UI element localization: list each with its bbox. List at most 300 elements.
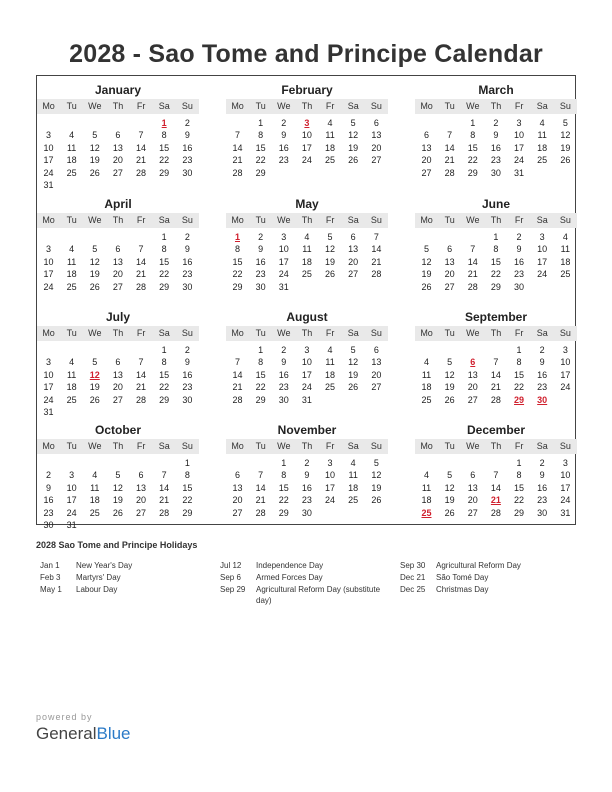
month-name: July xyxy=(105,310,130,324)
calendar-day: 25 xyxy=(348,495,359,506)
calendar-day: 6 xyxy=(447,244,453,255)
calendar-day: 13 xyxy=(112,142,123,153)
calendar-day: 22 xyxy=(232,269,243,280)
calendar-day: 18 xyxy=(89,495,100,506)
calendar-day: 18 xyxy=(537,142,548,153)
weekday-label: Th xyxy=(490,441,502,451)
calendar-day: 25 xyxy=(66,281,77,292)
calendar-day: 3 xyxy=(562,458,568,468)
calendar-day: 11 xyxy=(421,482,432,493)
calendar-day: 13 xyxy=(371,130,382,141)
calendar-day: 4 xyxy=(350,458,356,468)
calendar-day: 15 xyxy=(490,256,501,267)
calendar-day: 1 xyxy=(161,232,167,242)
weekday-label: Tu xyxy=(444,441,455,451)
calendar-day: 4 xyxy=(327,345,333,355)
weekday-label: Tu xyxy=(66,328,77,338)
calendar-day: 24 xyxy=(514,155,525,166)
calendar-day: 13 xyxy=(421,142,432,153)
calendar-day: 9 xyxy=(493,130,499,141)
calendar-day: 13 xyxy=(444,256,455,267)
calendar-day: 23 xyxy=(514,269,525,280)
calendar-day: 29 xyxy=(159,394,170,405)
calendar-day: 4 xyxy=(327,118,333,128)
calendar-day: 5 xyxy=(327,232,333,242)
month-name: December xyxy=(466,423,526,437)
calendar-day: 17 xyxy=(537,256,548,267)
weekday-label: Sa xyxy=(347,328,359,338)
weekday-label: Fr xyxy=(136,215,146,225)
weekday-header xyxy=(415,213,577,228)
calendar-day: 31 xyxy=(43,407,54,417)
calendar-day: 5 xyxy=(562,118,568,128)
weekday-label: Tu xyxy=(444,101,455,111)
calendar-day: 26 xyxy=(348,382,359,393)
calendar-day: 22 xyxy=(255,155,266,166)
calendar-day: 21 xyxy=(136,155,147,166)
weekday-label: Mo xyxy=(42,101,55,111)
calendar-day: 7 xyxy=(258,470,264,481)
calendar-day: 7 xyxy=(493,470,499,481)
calendar-day: 9 xyxy=(539,470,545,481)
calendar-day: 31 xyxy=(66,520,77,530)
calendar-day: 3 xyxy=(45,130,51,141)
weekday-label: Mo xyxy=(42,328,55,338)
weekday-label: Th xyxy=(112,215,124,225)
weekday-label: Sa xyxy=(158,215,170,225)
calendar-day: 30 xyxy=(255,281,266,292)
calendar-day: 15 xyxy=(514,369,525,380)
calendar-day: 11 xyxy=(302,244,312,255)
weekday-label: Su xyxy=(370,328,382,338)
calendar-day: 14 xyxy=(467,256,478,267)
calendar-day: 11 xyxy=(560,244,570,255)
calendar-day: 14 xyxy=(159,482,170,493)
calendar-day: 28 xyxy=(232,167,243,178)
calendar-day: 12 xyxy=(325,244,336,255)
weekday-label: Su xyxy=(181,328,193,338)
calendar-day: 2 xyxy=(184,118,190,128)
month-september xyxy=(415,310,577,420)
weekday-header xyxy=(37,326,199,341)
calendar-day: 17 xyxy=(301,142,312,153)
calendar-day: 25 xyxy=(66,167,77,178)
holiday-date: Dec 25 xyxy=(400,585,426,594)
weekday-label: Sa xyxy=(536,215,548,225)
weekday-label: Tu xyxy=(255,215,266,225)
weekday-label: Mo xyxy=(420,101,433,111)
calendar-day: 7 xyxy=(470,244,476,255)
calendar-day: 2 xyxy=(304,458,310,468)
calendar-day: 15 xyxy=(232,256,243,267)
calendar-day: 29 xyxy=(278,507,289,518)
calendar-day: 4 xyxy=(423,357,429,368)
calendar-day: 2 xyxy=(281,345,287,355)
weekday-label: Fr xyxy=(514,101,524,111)
calendar-day: 14 xyxy=(136,256,147,267)
calendar-day: 23 xyxy=(278,155,289,166)
calendar-day: 27 xyxy=(371,155,382,166)
calendar-day: 18 xyxy=(560,256,571,267)
calendar-day: 12 xyxy=(89,142,100,153)
calendar-day: 18 xyxy=(66,269,77,280)
calendar-day: 20 xyxy=(371,369,382,380)
calendar-day: 11 xyxy=(90,482,100,493)
calendar-day: 6 xyxy=(423,130,429,141)
calendar-day: 16 xyxy=(490,142,501,153)
calendar-day: 26 xyxy=(421,281,432,292)
calendar-day: 30 xyxy=(514,281,525,292)
weekday-label: Th xyxy=(301,215,313,225)
calendar-day: 4 xyxy=(562,232,568,242)
calendar-day: 19 xyxy=(371,482,382,493)
calendar-day: 22 xyxy=(514,382,525,393)
calendar-day: 23 xyxy=(182,382,193,393)
calendar-day: 8 xyxy=(258,130,264,141)
calendar-day: 24 xyxy=(325,495,336,506)
month-name: August xyxy=(286,310,328,324)
calendar-day: 9 xyxy=(184,244,190,255)
weekday-label: We xyxy=(466,215,480,225)
calendar-day: 15 xyxy=(514,482,525,493)
month-name: May xyxy=(295,197,319,211)
calendar-day: 12 xyxy=(371,470,382,481)
calendar-day: 6 xyxy=(115,357,121,368)
weekday-label: Fr xyxy=(136,441,146,451)
month-name: June xyxy=(481,197,510,211)
calendar-day: 26 xyxy=(371,495,382,506)
weekday-label: Su xyxy=(559,328,571,338)
calendar-day: 6 xyxy=(115,130,121,141)
calendar-day: 3 xyxy=(562,345,568,355)
calendar-day: 27 xyxy=(136,507,147,518)
calendar-day: 13 xyxy=(112,369,123,380)
calendar-day: 13 xyxy=(112,256,123,267)
calendar-day: 23 xyxy=(537,495,548,506)
calendar-day: 19 xyxy=(444,495,455,506)
calendar-day: 10 xyxy=(301,130,312,141)
weekday-label: Mo xyxy=(231,101,244,111)
weekday-header xyxy=(415,326,577,341)
calendar-day: 27 xyxy=(348,269,359,280)
calendar-day: 24 xyxy=(301,155,312,166)
calendar-day: 11 xyxy=(66,256,77,267)
weekday-label: Mo xyxy=(420,441,433,451)
weekday-header xyxy=(415,99,577,114)
weekday-label: Sa xyxy=(536,101,548,111)
weekday-label: Th xyxy=(490,328,502,338)
calendar-day: 14 xyxy=(444,142,455,153)
calendar-day: 18 xyxy=(325,142,336,153)
calendar-day: 18 xyxy=(421,382,432,393)
month-march xyxy=(415,83,577,193)
weekday-header xyxy=(415,439,577,454)
calendar-day: 6 xyxy=(234,470,240,481)
calendar-day: 11 xyxy=(325,357,335,368)
calendar-day: 8 xyxy=(281,470,287,481)
weekday-header xyxy=(37,99,199,114)
calendar-day: 4 xyxy=(304,232,310,242)
weekday-label: Th xyxy=(301,101,313,111)
weekday-label: Su xyxy=(181,215,193,225)
calendar-day: 25 xyxy=(537,155,548,166)
weekday-label: Sa xyxy=(347,215,359,225)
calendar-day: 20 xyxy=(421,155,432,166)
calendar-day: 27 xyxy=(467,507,478,518)
calendar-day: 8 xyxy=(161,244,167,255)
weekday-header xyxy=(226,99,388,114)
calendar-day: 24 xyxy=(43,167,54,178)
calendar-day: 1 xyxy=(470,118,476,128)
calendar-day: 25 xyxy=(89,507,100,518)
calendar-day: 17 xyxy=(560,369,571,380)
holidays-heading: 2028 Sao Tome and Principe Holidays xyxy=(36,540,198,550)
calendar-day: 30 xyxy=(301,507,312,518)
weekday-label: Fr xyxy=(514,328,524,338)
calendar-day: 8 xyxy=(258,357,264,368)
calendar-day: 30 xyxy=(182,281,193,292)
month-name: September xyxy=(464,310,528,324)
calendar-day: 12 xyxy=(348,357,359,368)
calendar-day: 27 xyxy=(444,281,455,292)
calendar-day: 28 xyxy=(255,507,266,518)
page-title: 2028 - Sao Tome and Principe Calendar xyxy=(69,40,543,68)
calendar-day: 24 xyxy=(537,269,548,280)
calendar-day: 1 xyxy=(258,118,264,128)
calendar-day: 2 xyxy=(45,470,51,481)
holiday-date: Sep 30 xyxy=(400,561,426,570)
holiday-date: Dec 21 xyxy=(400,573,426,582)
calendar-day: 3 xyxy=(45,357,51,368)
calendar-day: 21 xyxy=(136,269,147,280)
weekday-label: Su xyxy=(559,441,571,451)
holiday-name: Independence Day xyxy=(256,561,324,570)
calendar-day: 21 xyxy=(490,382,501,393)
calendar-day: 28 xyxy=(490,507,501,518)
month-name: February xyxy=(281,83,333,97)
weekday-label: Th xyxy=(490,215,502,225)
calendar-day: 22 xyxy=(255,382,266,393)
calendar-day: 31 xyxy=(514,167,525,178)
calendar-day: 7 xyxy=(373,232,379,242)
calendar-day: 12 xyxy=(112,482,123,493)
calendar-day: 8 xyxy=(516,470,522,481)
calendar-day: 15 xyxy=(255,369,266,380)
calendar-day: 8 xyxy=(516,357,522,368)
calendar-day: 14 xyxy=(136,142,147,153)
calendar-day: 11 xyxy=(348,470,358,481)
calendar-day: 23 xyxy=(278,382,289,393)
calendar-day: 1 xyxy=(493,232,499,242)
calendar-day: 24 xyxy=(560,495,571,506)
calendar-day: 28 xyxy=(490,394,501,405)
holiday-name: Agricultural Reform Day xyxy=(436,561,521,570)
calendar-day: 14 xyxy=(371,244,382,255)
holiday-name: Armed Forces Day xyxy=(256,573,323,582)
calendar-day: 12 xyxy=(560,130,571,141)
weekday-label: Sa xyxy=(158,441,170,451)
calendar-day: 29 xyxy=(182,507,193,518)
weekday-label: We xyxy=(88,215,102,225)
month-august xyxy=(226,310,388,420)
weekday-label: Su xyxy=(559,215,571,225)
weekday-label: Fr xyxy=(514,441,524,451)
calendar-day: 10 xyxy=(514,130,525,141)
month-july xyxy=(37,310,199,420)
weekday-label: Mo xyxy=(231,215,244,225)
calendar-day: 24 xyxy=(560,382,571,393)
weekday-label: Tu xyxy=(444,215,455,225)
weekday-label: Sa xyxy=(347,441,359,451)
calendar-day: 8 xyxy=(184,470,190,481)
calendar-day: 20 xyxy=(112,269,123,280)
weekday-label: Sa xyxy=(536,441,548,451)
calendar-day: 14 xyxy=(136,369,147,380)
calendar-day: 20 xyxy=(371,142,382,153)
calendar-day: 25 xyxy=(66,394,77,405)
weekday-label: Fr xyxy=(325,441,335,451)
weekday-label: Th xyxy=(112,441,124,451)
weekday-label: Sa xyxy=(158,101,170,111)
calendar-day: 10 xyxy=(560,357,571,368)
calendar-day: 11 xyxy=(66,142,77,153)
calendar-day: 5 xyxy=(115,470,121,481)
calendar-day: 19 xyxy=(89,155,100,166)
calendar-day: 19 xyxy=(325,256,336,267)
holiday-name: Martyrs' Day xyxy=(76,573,121,582)
calendar-day: 3 xyxy=(281,232,287,242)
calendar-day: 22 xyxy=(278,495,289,506)
holiday-day: 25 xyxy=(421,507,432,518)
calendar-day: 7 xyxy=(447,130,453,141)
calendar-day: 9 xyxy=(258,244,264,255)
calendar-day: 28 xyxy=(467,281,478,292)
weekday-label: Mo xyxy=(42,215,55,225)
calendar-day: 1 xyxy=(281,458,287,468)
calendar-day: 11 xyxy=(66,369,77,380)
calendar-day: 28 xyxy=(159,507,170,518)
calendar-day: 30 xyxy=(278,394,289,405)
weekday-label: Tu xyxy=(255,328,266,338)
month-name: January xyxy=(94,83,142,97)
generalblue-logo[interactable] xyxy=(36,724,131,744)
calendar-day: 6 xyxy=(470,470,476,481)
calendar-day: 16 xyxy=(278,369,289,380)
calendar-day: 25 xyxy=(325,155,336,166)
calendar-day: 9 xyxy=(45,482,51,493)
weekday-label: We xyxy=(466,328,480,338)
calendar-day: 8 xyxy=(493,244,499,255)
calendar-day: 15 xyxy=(159,256,170,267)
weekday-header xyxy=(226,326,388,341)
calendar-day: 27 xyxy=(421,167,432,178)
holiday-day: 6 xyxy=(470,357,476,368)
calendar-day: 24 xyxy=(301,382,312,393)
weekday-label: We xyxy=(88,101,102,111)
weekday-label: Th xyxy=(301,328,313,338)
calendar-day: 29 xyxy=(255,394,266,405)
calendar-day: 12 xyxy=(444,482,455,493)
calendar-day: 31 xyxy=(560,507,571,518)
weekday-label: We xyxy=(466,441,480,451)
calendar-day: 27 xyxy=(371,382,382,393)
calendar-day: 25 xyxy=(325,382,336,393)
calendar-day: 2 xyxy=(493,118,499,128)
calendar-day: 20 xyxy=(444,269,455,280)
calendar-day: 9 xyxy=(281,130,287,141)
calendar-day: 30 xyxy=(490,167,501,178)
calendar-day: 19 xyxy=(421,269,432,280)
calendar-day: 16 xyxy=(255,256,266,267)
month-may xyxy=(226,197,388,307)
weekday-label: Mo xyxy=(42,441,55,451)
calendar-day: 18 xyxy=(325,369,336,380)
calendar-day: 25 xyxy=(560,269,571,280)
calendar-day: 10 xyxy=(301,357,312,368)
calendar-day: 22 xyxy=(490,269,501,280)
calendar-day: 8 xyxy=(161,357,167,368)
calendar-day: 22 xyxy=(159,155,170,166)
holiday-date: Jul 12 xyxy=(220,561,242,570)
weekday-header xyxy=(226,213,388,228)
calendar-day: 3 xyxy=(304,345,310,355)
calendar-day: 1 xyxy=(516,458,522,468)
calendar-day: 11 xyxy=(325,130,335,141)
calendar-day: 27 xyxy=(467,394,478,405)
weekday-label: Tu xyxy=(444,328,455,338)
calendar-day: 6 xyxy=(115,244,121,255)
calendar-day: 10 xyxy=(278,244,289,255)
calendar-day: 2 xyxy=(184,345,190,355)
calendar-day: 30 xyxy=(43,520,54,530)
calendar-day: 10 xyxy=(537,244,548,255)
calendar-day: 3 xyxy=(327,458,333,468)
holiday-day: 3 xyxy=(304,118,310,128)
calendar-day: 7 xyxy=(161,470,167,481)
holiday-date: May 1 xyxy=(40,585,62,594)
weekday-label: Mo xyxy=(420,328,433,338)
calendar-day: 28 xyxy=(136,167,147,178)
weekday-label: Th xyxy=(490,101,502,111)
weekday-label: Fr xyxy=(514,215,524,225)
calendar-day: 5 xyxy=(373,458,379,468)
calendar-day: 18 xyxy=(348,482,359,493)
calendar-day: 9 xyxy=(516,244,522,255)
calendar-day: 5 xyxy=(92,357,98,368)
calendar-day: 17 xyxy=(278,256,289,267)
calendar-day: 20 xyxy=(232,495,243,506)
calendar-day: 1 xyxy=(516,345,522,355)
calendar-day: 19 xyxy=(89,382,100,393)
calendar-day: 16 xyxy=(301,482,312,493)
calendar-day: 4 xyxy=(539,118,545,128)
calendar-day: 23 xyxy=(490,155,501,166)
calendar-day: 7 xyxy=(234,130,240,141)
calendar-day: 10 xyxy=(325,470,336,481)
weekday-label: Su xyxy=(559,101,571,111)
holiday-day: 21 xyxy=(490,495,501,506)
calendar-day: 3 xyxy=(539,232,545,242)
calendar-day: 23 xyxy=(43,507,54,518)
calendar-day: 3 xyxy=(516,118,522,128)
calendar-day: 6 xyxy=(373,118,379,128)
weekday-label: We xyxy=(277,215,291,225)
calendar-day: 28 xyxy=(232,394,243,405)
calendar-day: 1 xyxy=(161,345,167,355)
calendar-day: 15 xyxy=(182,482,193,493)
calendar-day: 11 xyxy=(537,130,547,141)
calendar-day: 26 xyxy=(89,167,100,178)
